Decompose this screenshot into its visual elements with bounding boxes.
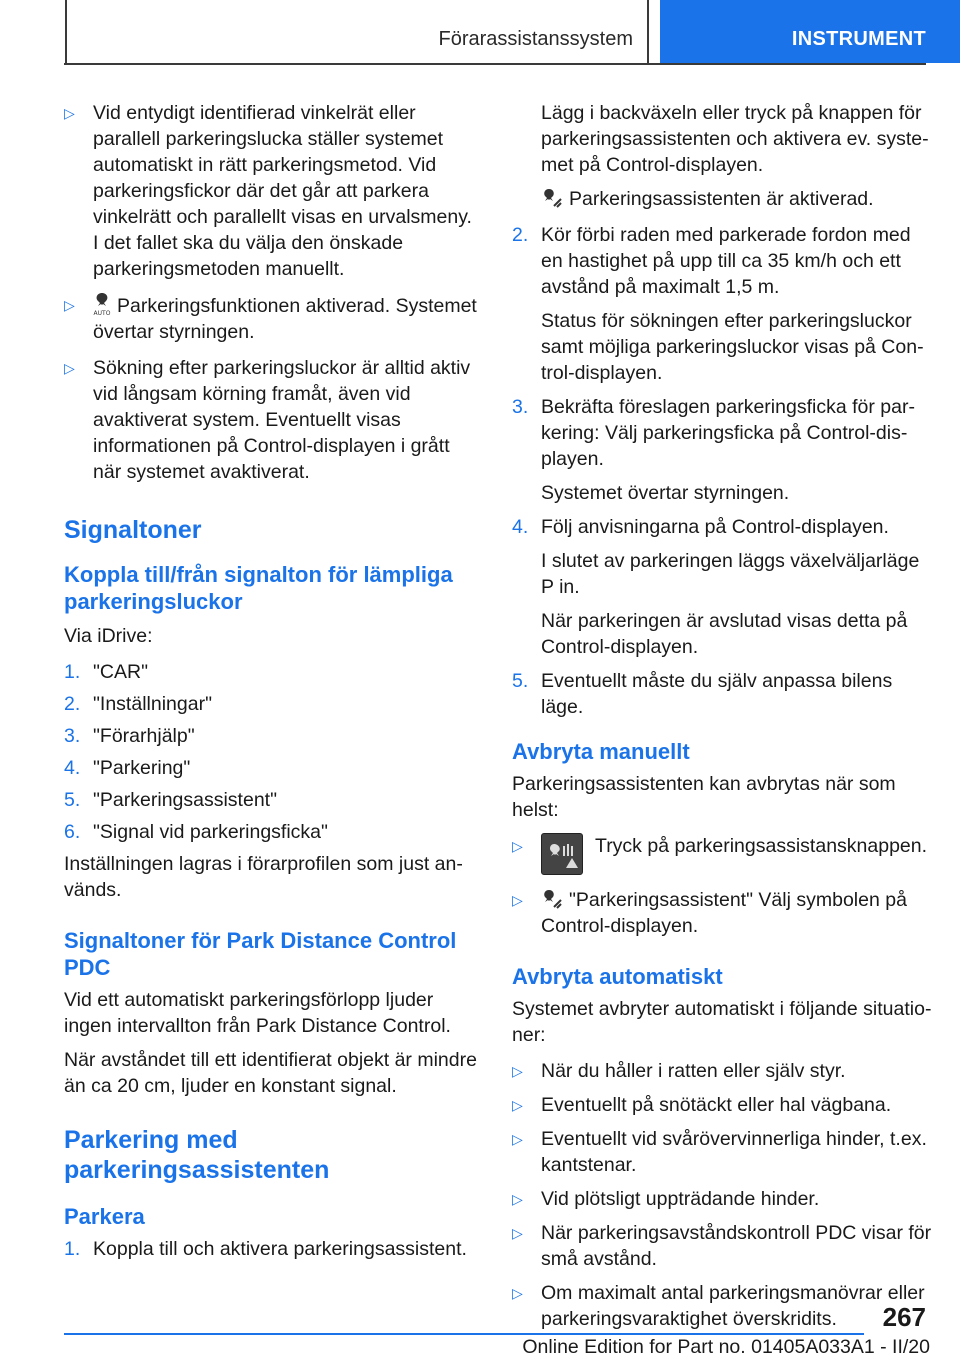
step-number: 5.: [512, 670, 529, 692]
footer-edition: Online Edition for Part no. 01405A033A1 - II/20: [522, 1336, 930, 1358]
list-item: [64, 723, 482, 749]
step-number: 4.: [512, 516, 529, 538]
bullet-marker: ▷: [512, 1285, 523, 1301]
bullet-item: [512, 833, 932, 875]
bullet-text: När parkeringsavståndskontroll PDC visar för små avstånd.: [541, 1222, 932, 1270]
bullet-text: Sökning efter parkeringsluckor är alltid aktiv vid långsam körning framåt, även vid avaktiverat system. Eventuellt visas informationen på Control-displayen i grått när systemet avaktiverat.: [93, 357, 471, 483]
list-item: [64, 659, 482, 685]
step-text: Bekräfta föreslagen parkeringsficka för parkering: Välj parkeringsficka på Control-displayen.: [541, 396, 915, 470]
step-text: Kör förbi raden med parkerade fordon med en hastighet på upp till ca 35 km/h och ett avstånd på maximalt 1,5 m.: [541, 224, 911, 298]
subheading-auto: Avbryta automatiskt: [512, 964, 723, 989]
idrive-steps-list: [64, 659, 482, 845]
bullet-item: [512, 1126, 932, 1178]
auto-bullets-list: [512, 1058, 932, 1332]
list-item: [64, 755, 482, 781]
footer-rule: [64, 1333, 864, 1335]
step-note: Systemet övertar styrningen.: [541, 482, 790, 504]
list-item: [64, 819, 482, 845]
step-number: 1.: [64, 1238, 81, 1260]
bullet-marker: ▷: [64, 360, 75, 376]
pdc-paragraph-1: Vid ett automatiskt parkeringsförlopp ljuder ingen intervallton från Park Distance Control.: [64, 989, 451, 1037]
bullet-marker: ▷: [512, 838, 523, 854]
step-text: "Signal vid parkeringsficka": [93, 821, 328, 843]
bullet-text: Vid plötsligt uppträdande hinder.: [541, 1188, 820, 1210]
step-note: När parkeringen är avslutad visas detta på Control-displayen.: [541, 610, 908, 658]
parking-steps-list: [512, 222, 932, 720]
bullet-text: Eventuellt vid svårövervinnerliga hinder, t.ex. kantstenar.: [541, 1128, 927, 1176]
parking-auto-icon: [93, 292, 111, 316]
list-item: [64, 787, 482, 813]
parking-assistant-icon: [541, 187, 563, 209]
step-note: I slutet av parkeringen läggs växelväljarläge P in.: [541, 550, 920, 598]
step-number: 1.: [64, 661, 81, 683]
pdc-paragraph-2: När avståndet till ett identifierat objekt är mindre än ca 20 cm, ljuder en konstant signal.: [64, 1049, 477, 1097]
step1-continuation: Lägg i backväxeln eller tryck på knappen för parkeringsassistenten och aktivera ev. systemet på Control-displayen.: [541, 102, 929, 176]
bullet-marker: ▷: [512, 892, 523, 908]
right-column: [512, 100, 932, 1340]
via-idrive: Via iDrive:: [64, 625, 153, 647]
list-item: [64, 691, 482, 717]
bullet-marker: ▷: [512, 1131, 523, 1147]
step-text: "Parkeringsassistent": [93, 789, 278, 811]
header-rule: [64, 63, 926, 65]
parkera-step: [64, 1236, 482, 1262]
header-chapter-tab: [660, 0, 960, 63]
bullet-item: [512, 1280, 932, 1332]
bullet-text: Parkeringsfunktionen aktiverad. Systemet övertar styrningen.: [93, 295, 477, 343]
step-text: "Inställningar": [93, 693, 212, 715]
bullet-marker: ▷: [64, 105, 75, 121]
step-number: 4.: [64, 757, 81, 779]
list-item: [512, 222, 932, 300]
bullet-marker: ▷: [512, 1097, 523, 1113]
bullet-item: [64, 355, 482, 485]
bullet-item: [64, 292, 482, 345]
step-text: "Parkering": [93, 757, 191, 779]
header-section-tab: [65, 0, 649, 63]
subheading-pdc: Signaltoner för Park Distance Control PDC: [64, 928, 457, 980]
bullet-marker: ▷: [512, 1063, 523, 1079]
steps-note: Inställningen lagras i förarprofilen som just används.: [64, 853, 463, 901]
bullet-text: Tryck på parkeringsassistansknappen.: [595, 835, 928, 857]
subheading-parkera: Parkera: [64, 1204, 145, 1229]
step1-icon-note: [512, 186, 932, 212]
parking-assistant-icon: [541, 888, 563, 910]
bullet-item: [512, 1220, 932, 1272]
list-item: [512, 394, 932, 472]
step1-icon-text: Parkeringsassistenten är aktiverad.: [569, 188, 874, 210]
subheading-koppla: Koppla till/från signalton för lämpliga parkeringsluckor: [64, 562, 453, 614]
header-section-title: Förarassistanssystem: [438, 28, 633, 50]
header-chapter-title: INSTRUMENT: [791, 28, 926, 50]
step-number: 6.: [64, 821, 81, 843]
bullet-item: [512, 1092, 932, 1118]
list-item: [512, 514, 932, 540]
manual-paragraph: Parkeringsassistenten kan avbrytas när som helst:: [512, 773, 896, 821]
step-note: Status för sökningen efter parkeringsluckor samt möjliga parkeringsluckor visas på Control-displayen.: [541, 310, 924, 384]
bullet-item: [64, 100, 482, 282]
bullet-item: [512, 1186, 932, 1212]
bullet-item: [512, 887, 932, 939]
bullet-marker: ▷: [512, 1225, 523, 1241]
bullet-text: "Parkeringsassistent" Välj symbolen på Control-displayen.: [541, 889, 907, 937]
step-number: 3.: [64, 725, 81, 747]
bullet-text: När du håller i ratten eller själv styr.: [541, 1060, 846, 1082]
step-number: 5.: [64, 789, 81, 811]
section-heading-parking: Parkering med parkeringsassistenten: [64, 1126, 330, 1184]
page-number: 267: [882, 1302, 926, 1332]
step-number: 2.: [512, 224, 529, 246]
bullet-text: Om maximalt antal parkeringsmanövrar eller parkeringsvaraktighet överskridits.: [541, 1282, 925, 1330]
step-number: 2.: [64, 693, 81, 715]
step-text: Följ anvisningarna på Control-displayen.: [541, 516, 889, 538]
bullet-item: [512, 1058, 932, 1084]
bullet-text: Vid entydigt identifierad vinkelrät eller parallell parkeringslucka ställer systemet automatiskt in rätt parkeringsmetod. Vid parkeringsfickor där det går att parkera vinkelrätt och parallellt visas en urvalsmeny. I det fallet ska du välja den önskade parkeringsmetoden manuellt.: [93, 102, 472, 280]
step-text: Koppla till och aktivera parkeringsassistent.: [93, 1238, 467, 1260]
section-heading-signaltoner: Signaltoner: [64, 516, 202, 544]
list-item: [512, 668, 932, 720]
auto-paragraph: Systemet avbryter automatiskt i följande situationer:: [512, 998, 932, 1046]
left-column: [64, 100, 482, 1262]
bullet-marker: ▷: [64, 297, 75, 313]
bullet-text: Eventuellt på snötäckt eller hal vägbana.: [541, 1094, 892, 1116]
parking-assist-button-icon: [541, 833, 583, 875]
step-text: "CAR": [93, 661, 149, 683]
step-text: "Förarhjälp": [93, 725, 195, 747]
step-number: 3.: [512, 396, 529, 418]
step-text: Eventuellt måste du själv anpassa bilens läge.: [541, 670, 893, 718]
subheading-manual: Avbryta manuellt: [512, 739, 690, 764]
svg-text:AUTO: AUTO: [93, 310, 111, 316]
bullet-marker: ▷: [512, 1191, 523, 1207]
